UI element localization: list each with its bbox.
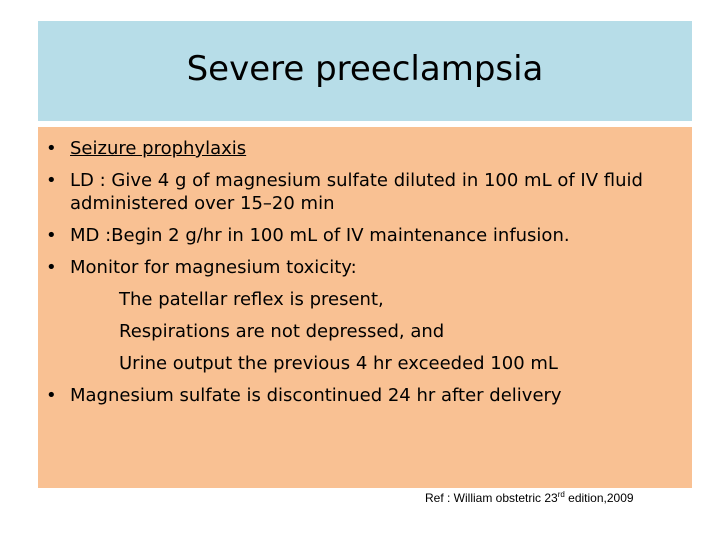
bullet-text-loading-dose: LD : Give 4 g of magnesium sulfate diluted in 100 mL of IV fluid administered over 15–20 min: [70, 170, 643, 214]
bullet-item: [38, 137, 692, 160]
reference-suffix: edition,2009: [564, 491, 634, 505]
bullet-dot: •: [46, 170, 57, 191]
bullet-text-monitor-toxicity: Monitor for magnesium toxicity:: [70, 257, 357, 278]
bullet-dot: •: [46, 385, 57, 406]
bullet-dot: •: [46, 225, 57, 246]
sub-item-patellar-reflex: The patellar reflex is present,: [119, 289, 384, 310]
reference-superscript: rd: [557, 490, 565, 499]
bullet-item: [38, 224, 692, 247]
reference-prefix: Ref : William obstetric 23: [425, 491, 558, 505]
reference-note: [425, 490, 634, 506]
bullet-dot: •: [46, 138, 57, 159]
slide-title: Severe preeclampsia: [186, 49, 544, 89]
bullet-item: [38, 256, 692, 279]
bullet-text-discontinued: Magnesium sulfate is discontinued 24 hr after delivery: [70, 385, 562, 406]
bullet-list: [38, 137, 692, 416]
sub-item-respirations: Respirations are not depressed, and: [119, 321, 445, 342]
bullet-text-maintenance-dose: MD :Begin 2 g/hr in 100 mL of IV maintenance infusion.: [70, 225, 570, 246]
bullet-text-seizure-prophylaxis: Seizure prophylaxis: [70, 138, 247, 159]
sub-item-urine-output: Urine output the previous 4 hr exceeded 100 mL: [119, 353, 558, 374]
content-band: [38, 127, 692, 488]
bullet-item: [38, 169, 692, 215]
bullet-item: [38, 384, 692, 407]
title-band: [38, 21, 692, 121]
bullet-dot: •: [46, 257, 57, 278]
